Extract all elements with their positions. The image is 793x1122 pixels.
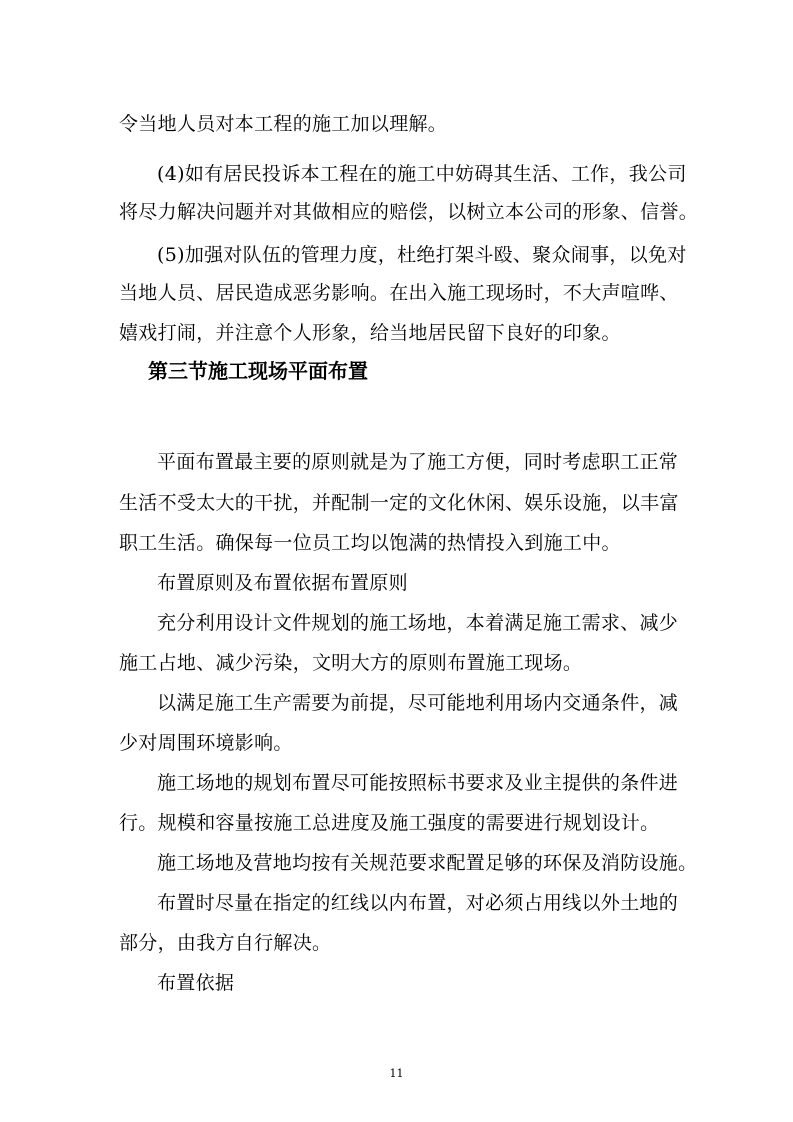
paragraph-line: 嬉戏打闹，并注意个人形象，给当地居民留下良好的印象。: [119, 322, 621, 344]
paragraph-line: 职工生活。确保每一位员工均以饱满的热情投入到施工中。: [119, 532, 621, 554]
paragraph-line: 将尽力解决问题并对其做相应的赔偿，以树立本公司的形象、信誉。: [119, 201, 699, 223]
paragraph-line: 平面布置最主要的原则就是为了施工方便，同时考虑职工正常: [157, 451, 679, 473]
paragraph-line: 生活不受太大的干扰，并配制一定的文化休闲、娱乐设施，以丰富: [119, 492, 679, 514]
paragraph-line: 部分，由我方自行解决。: [119, 932, 332, 954]
paragraph-line: 施工场地及营地均按有关规范要求配置足够的环保及消防设施。: [157, 852, 698, 874]
paragraph-line: 施工场地的规划布置尽可能按照标书要求及业主提供的条件进: [157, 772, 679, 794]
paragraph-line: 当地人员、居民造成恶劣影响。在出入施工现场时，不大声喧哗、: [119, 282, 679, 304]
section-title: 第三节施工现场平面布置: [148, 359, 368, 383]
paragraph-line: 充分利用设计文件规划的施工场地，本着满足施工需求、减少: [157, 612, 679, 634]
paragraph-line: 少对周围环境影响。: [119, 732, 293, 754]
paragraph-line: (5)加强对队伍的管理力度，杜绝打架斗殴、聚众闹事，以免对: [157, 244, 687, 266]
paragraph-line: 施工占地、减少污染，文明大方的原则布置施工现场。: [119, 652, 583, 674]
paragraph-line: 行。规模和容量按施工总进度及施工强度的需要进行规划设计。: [119, 812, 660, 834]
paragraph-line: 令当地人员对本工程的施工加以理解。: [119, 113, 448, 135]
paragraph-line: 布置依据: [157, 972, 235, 994]
paragraph-line: 以满足施工生产需要为前提，尽可能地利用场内交通条件，减: [157, 692, 679, 714]
page-number: 11: [389, 1067, 404, 1080]
paragraph-line: 布置原则及布置依据布置原则: [157, 572, 408, 594]
paragraph-line: 布置时尽量在指定的红线以内布置，对必须占用线以外土地的: [157, 892, 679, 914]
paragraph-line: (4)如有居民投诉本工程在的施工中妨碍其生活、工作，我公司: [157, 163, 687, 185]
